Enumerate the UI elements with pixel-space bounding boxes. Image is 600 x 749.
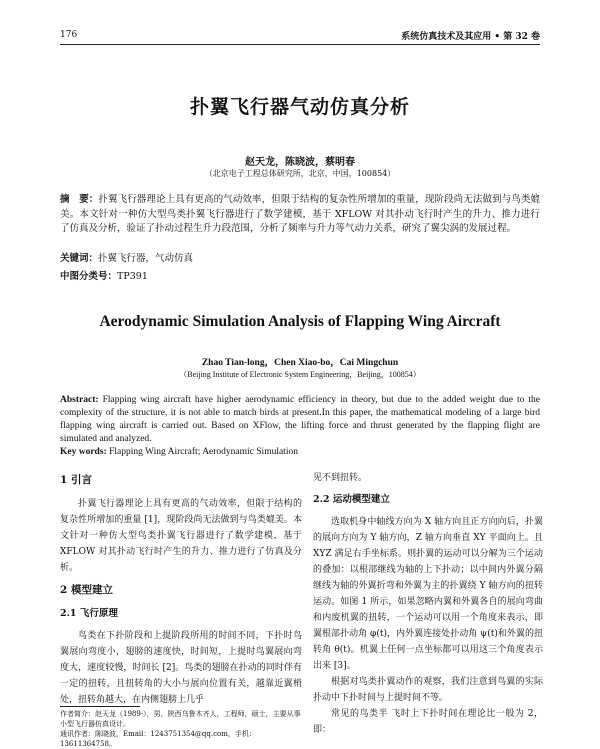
- classification-code: [60, 268, 540, 282]
- footnote-author-info: 作者简介：赵天龙（1989-），男，陕西乌鲁木齐人，工程师，硕士，主要从事小型飞行器仿真设计。: [60, 710, 301, 728]
- affiliation-cn: （北京电子工程总体研究所，北京，中国，100854）: [204, 169, 396, 178]
- section-2-heading: 2 模型建立: [60, 584, 113, 596]
- keywords-en-text: Flapping Wing Aircraft; Aerodynamic Simulation: [109, 447, 298, 457]
- header-divider: [60, 44, 540, 45]
- title-cn: 扑翼飞行器气动仿真分析: [189, 96, 410, 118]
- footnote-divider: [60, 706, 140, 707]
- title-en: Aerodynamic Simulation Analysis of Flapping Wing Aircraft: [99, 313, 501, 330]
- section-1-heading: 1 引言: [60, 474, 92, 486]
- clc-label: 中图分类号：: [60, 271, 118, 282]
- section-2-2-paragraph-1: 选取机身中轴线方向为 X 轴方向且正方向向后，扑翼的展向方向为 Y 轴方向，Z 轴方向垂直 XY 平面向上。且 XYZ 满足右手坐标系。则扑翼的运动可以分解为三个运动的叠加：以根部继线为轴的上下扑动；以中间内外翼分隔继线为轴的外翼折弯和外翼为主的扑翼绕 Y 轴方向的扭转运动。如图 1 所示，如果忽略内翼和外翼各自的展向弯曲和内废机翼的扭转，一个运动可以用一个角度来表示，即翼根部扑动角 φ(t)，内外翼连接处扑动角 ψ(t)和外翼的扭转角 θ(t)。机翼上任何一点坐标都可以用这三个角度表示出来 [3]。: [313, 517, 543, 671]
- footnote: [60, 709, 302, 749]
- footnote-contact: 通讯作者：陈晓波，Email：1243751354@qq.com，手机：13611364758。: [60, 730, 256, 748]
- continued-line: 见不到扭转。: [313, 473, 368, 483]
- left-column: [60, 470, 302, 708]
- abstract-cn: [60, 193, 540, 237]
- clc-text: TP391: [117, 271, 148, 282]
- keywords-cn-text: 扑翼飞行器，气动仿真: [98, 253, 194, 264]
- section-2-2-heading: 2.2 运动模型建立: [313, 494, 390, 505]
- keywords-en-label: Key words:: [60, 447, 107, 457]
- abstract-en-label: Abstract:: [60, 395, 99, 405]
- section-2-1-paragraph: 鸟类在下扑阶段和上提阶段所用的时间不同，下扑时鸟翼展向弯度小，翅膀的速度快，时间短，上提时鸟翼展向弯度大，速度较慢，时间长 [2]。鸟类的翅膀在扑动的同时伴有一定的扭转，且扭转角的大小与展向位置有关，越靠近翼梢处，扭转角越大，在内侧翅膀上几乎: [60, 631, 302, 705]
- affiliation-en: （Beijing Institute of Electronic System Engineering，Beijing，100854）: [179, 370, 421, 379]
- section-2-2-paragraph-2: 根据对鸟类扑翼动作的观察，我们注意到鸟翼的实际扑动中下扑时间与上提时间不等。: [313, 677, 543, 703]
- section-1-paragraph: 扑翼飞行器理论上具有更高的气动效率，但限于结构的复杂性所增加的重量 [1]，现阶段尚无法做到与鸟类媲美。本文针对一种仿大型鸟类扑翼飞行器进行了数学建模，基于 XFLOW 对其扑动飞行时产生的升力、推力进行了仿真及分析。: [60, 499, 302, 573]
- keywords-cn: [60, 250, 540, 264]
- abstract-en: [60, 394, 540, 446]
- running-header: [60, 28, 540, 42]
- page-number: 176: [60, 30, 78, 40]
- journal-name: 系统仿真技术及其应用 • 第 32 卷: [401, 31, 540, 42]
- authors-en: Zhao Tian-long，Chen Xiao-bo，Cai Mingchun: [201, 358, 399, 368]
- keywords-cn-label: 关键词：: [60, 253, 99, 264]
- abstract-cn-label: 摘 要：: [60, 194, 99, 205]
- section-2-1-heading: 2.1 飞行原理: [60, 608, 118, 619]
- authors-cn: 赵天龙，陈晓波，蔡明春: [245, 157, 355, 168]
- abstract-cn-text: 扑翼飞行器理论上具有更高的气动效率，但限于结构的复杂性所增加的重量，现阶段尚无法做到与鸟类媲美。本文针对一种仿大型鸟类扑翼飞行器进行了数学建模，基于 XFLOW 对其扑动飞行时产生的升力、推力进行了仿真及分析，验证了扑动过程生升力段范围，分析了频率与升力等气动力关系，研究了翼尖涡的发展过程。: [60, 194, 540, 234]
- abstract-en-text: Flapping wing aircraft have higher aerodynamic efficiency in theory, but due to the added weight due to the complexity of the structure, it is not able to match birds at present.In this paper, the mathematical modeling of a large bird flapping wing aircraft is carried out. Based on XFlow, the lifting force and thrust generated by the flapping flight are simulated and analyzed.: [60, 395, 541, 444]
- section-2-2-paragraph-3: 常见的鸟类半 飞时上下扑时间在理论比一般为 2，即：: [313, 709, 543, 735]
- right-column: [313, 470, 543, 738]
- keywords-en: [60, 447, 540, 457]
